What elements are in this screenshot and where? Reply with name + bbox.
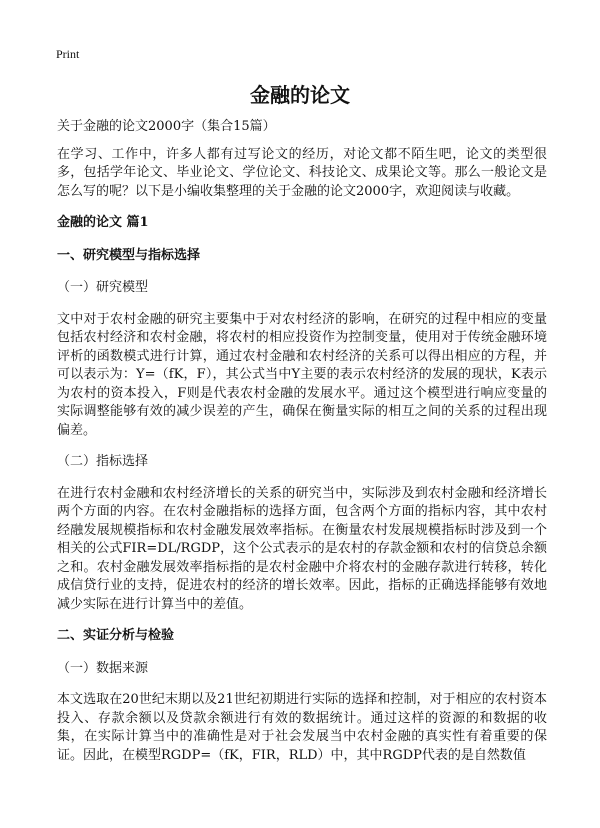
subsection-heading-indicator-selection: （二）指标选择 (57, 454, 149, 469)
section-heading-2: 二、实证分析与检验 (57, 628, 175, 643)
document-body (57, 118, 547, 765)
data-source-paragraph: 本文选取在20世纪末期以及21世纪初期进行实际的选择和控制，对于相应的农村资本投入、存款余额以及贷款余额进行有效的数据统计。通过这样的资源的和数据的收集，在实际计算当中的准确性是对于社会发展当中农村金融的真实性有着重要的保证。因此，在模型RGDP=（fK，FIR，RLD）中，其中RGDP代表的是自然数值 (57, 692, 547, 763)
document-title: 金融的论文 (250, 83, 350, 107)
research-model-paragraph: 文中对于农村金融的研究主要集中于对农村经济的影响，在研究的过程中相应的变量包括农村经济和农村金融，将农村的相应投资作为控制变量，使用对于传统金融环境评析的函数模式进行计算，通过农村金融和农村经济的关系可以得出相应的方程，并可以表示为：Y=（fK，F），其公式当中Y主要的表示农村经济的发展的现状，K表示为农村的资本投入，F则是代表农村金融的发展水平。通过这个模型进行响应变量的实际调整能够有效的减少误差的产生，确保在衡量实际的相互之间的关系的过程出现偏差。 (57, 311, 547, 438)
print-label: Print (56, 47, 80, 61)
document-subtitle: 关于金融的论文2000字（集合15篇） (57, 119, 276, 134)
section-heading-1: 一、研究模型与指标选择 (57, 247, 201, 263)
indicator-selection-paragraph: 在进行农村金融和农村经济增长的关系的研究当中，实际涉及到农村金融和经济增长两个方面的内容。在农村金融指标的选择方面，包含两个方面的指标内容，其中农村经融发展规模指标和农村金融发展效率指标。在衡量农村发展规模指标时涉及到一个相关的公式FIR=DL/RGDP，这个公式表示的是农村的存款金额和农村的信贷总余额之和。农村金融发展效率指标指的是农村金融中介将农村的金融存款进行转移，转化成信贷行业的支持，促进农村的经济的增长效率。因此，指标的正确选择能够有效地减少实际在进行计算当中的差值。 (57, 485, 547, 612)
article-title: 金融的论文 篇1 (57, 215, 149, 230)
subsection-heading-research-model: （一）研究模型 (57, 280, 149, 295)
intro-paragraph: 在学习、工作中，许多人都有过写论文的经历，对论文都不陌生吧，论文的类型很多，包括学年论文、毕业论文、学位论文、科技论文、成果论文等。那么一般论文是怎么写的呢？以下是小编收集整理的关于金融的论文2000字，欢迎阅读与收藏。 (57, 146, 547, 199)
subsection-heading-data-source: （一）数据来源 (57, 660, 149, 676)
